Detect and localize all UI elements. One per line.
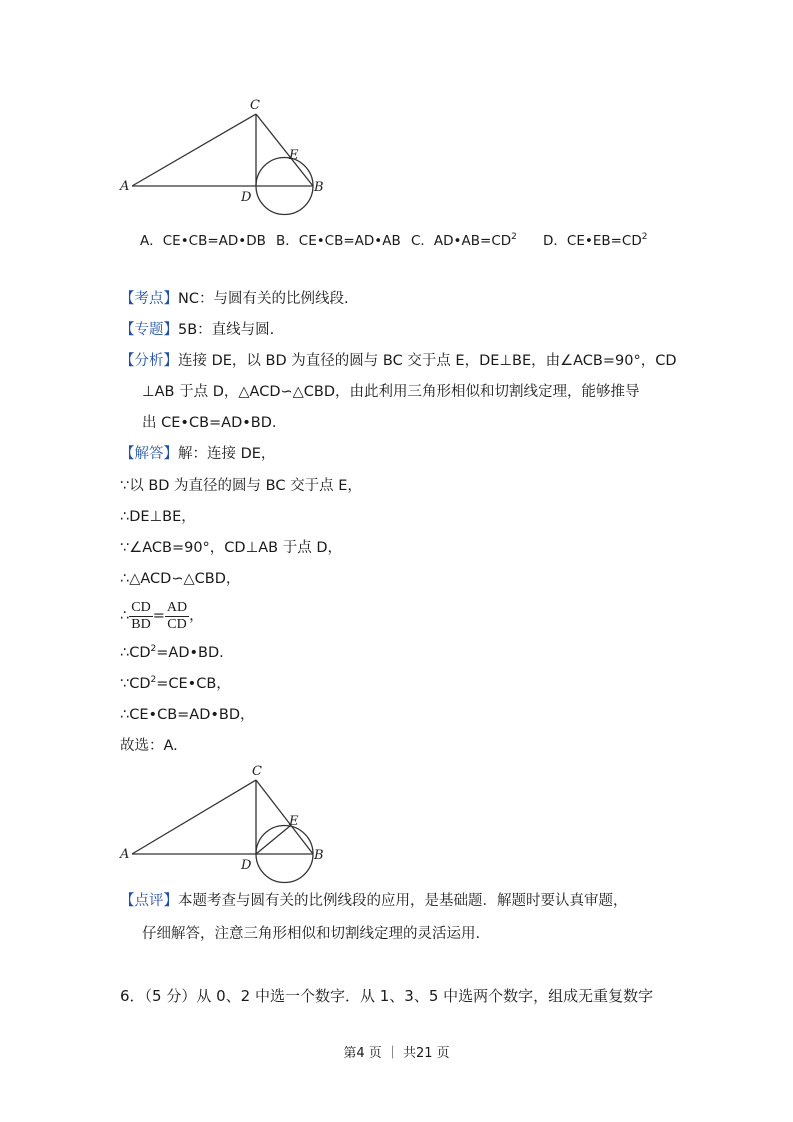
zhuanti-tag: 【专题】 bbox=[120, 322, 178, 338]
solution-step-3: ∵∠ACB=90°，CD⊥AB 于点 D， bbox=[120, 540, 342, 556]
label-a: A bbox=[120, 847, 130, 862]
geometry-figure-1 bbox=[110, 92, 340, 222]
jieda-line: 【解答】解：连接 DE， bbox=[120, 446, 276, 462]
label-d: D bbox=[241, 858, 252, 873]
label-b: B bbox=[314, 848, 324, 863]
dianping-line-2: 仔细解答，注意三角形相似和切割线定理的灵活运用. bbox=[142, 926, 481, 942]
kaodian-tag: 【考点】 bbox=[120, 291, 178, 307]
solution-step-8: ∴CE•CB=AD•BD， bbox=[120, 707, 255, 723]
label-d: D bbox=[241, 190, 252, 205]
fenxi-tag: 【分析】 bbox=[120, 353, 178, 369]
fenxi-line-3: 出 CE•CB=AD•BD. bbox=[142, 415, 277, 431]
question-6: 6．（5 分）从 0、2 中选一个数字．从 1、3、5 中选两个数字，组成无重复数字 bbox=[120, 987, 654, 1005]
segment-cb bbox=[256, 114, 313, 186]
dianping-tag: 【点评】 bbox=[120, 893, 178, 909]
solution-step-6: $\therefore CD^2=AD•BD$. bbox=[120, 644, 224, 661]
fraction-cd-bd: $\frac{CD}{BD}$ bbox=[131, 599, 151, 632]
solution-answer: 故选：A. bbox=[120, 738, 178, 754]
answer-options bbox=[140, 229, 647, 249]
label-a: A bbox=[120, 179, 130, 194]
zhuanti-line: 【专题】5B：直线与圆. bbox=[120, 322, 275, 338]
fenxi-line-1: 【分析】连接 DE，以 BD 为直径的圆与 BC 交于点 E，DE⊥BE，由∠ACB=90°，CD bbox=[120, 353, 677, 369]
fraction-ad-cd: $\frac{AD}{CD}$ bbox=[166, 599, 188, 632]
solution-step-2: ∴DE⊥BE， bbox=[120, 509, 196, 525]
segment-cb bbox=[256, 780, 313, 854]
option-c: C．$AD•AB=CD^2$ bbox=[411, 232, 517, 249]
kaodian-line: 【考点】NC：与圆有关的比例线段. bbox=[120, 291, 349, 307]
dianping-line-1: 【点评】本题考查与圆有关的比例线段的应用，是基础题．解题时要认真审题， bbox=[120, 893, 628, 909]
geometry-figure-2 bbox=[110, 760, 340, 890]
option-a: A．CE•CB=AD•DB bbox=[140, 233, 266, 249]
solution-step-7: $\because CD^2=CE•CB$， bbox=[120, 675, 231, 692]
label-e: E bbox=[289, 814, 299, 829]
solution-step-1: ∵以 BD 为直径的圆与 BC 交于点 E， bbox=[120, 478, 362, 494]
fenxi-line-2: ⊥AB 于点 D，△ACD∽△CBD，由此利用三角形相似和切割线定理，能够推导 bbox=[142, 384, 640, 400]
segment-ac bbox=[132, 780, 256, 854]
page-footer: 第4 页 ｜ 共21 页 bbox=[343, 1046, 450, 1061]
solution-step-5-fraction: ∴ $\frac{CD}{BD}$ = $\frac{AD}{CD}$ ， bbox=[120, 599, 204, 632]
segment-ac bbox=[132, 114, 256, 186]
label-e: E bbox=[289, 148, 299, 163]
label-b: B bbox=[314, 180, 324, 195]
option-b: B．CE•CB=AD•AB bbox=[276, 233, 401, 249]
option-d: D．$CE•EB=CD^2$ bbox=[543, 232, 648, 249]
solution-step-4: ∴△ACD∽△CBD， bbox=[120, 571, 241, 587]
label-c: C bbox=[252, 764, 262, 779]
jieda-tag: 【解答】 bbox=[120, 446, 178, 462]
segment-de bbox=[256, 826, 290, 854]
label-c: C bbox=[250, 98, 260, 113]
